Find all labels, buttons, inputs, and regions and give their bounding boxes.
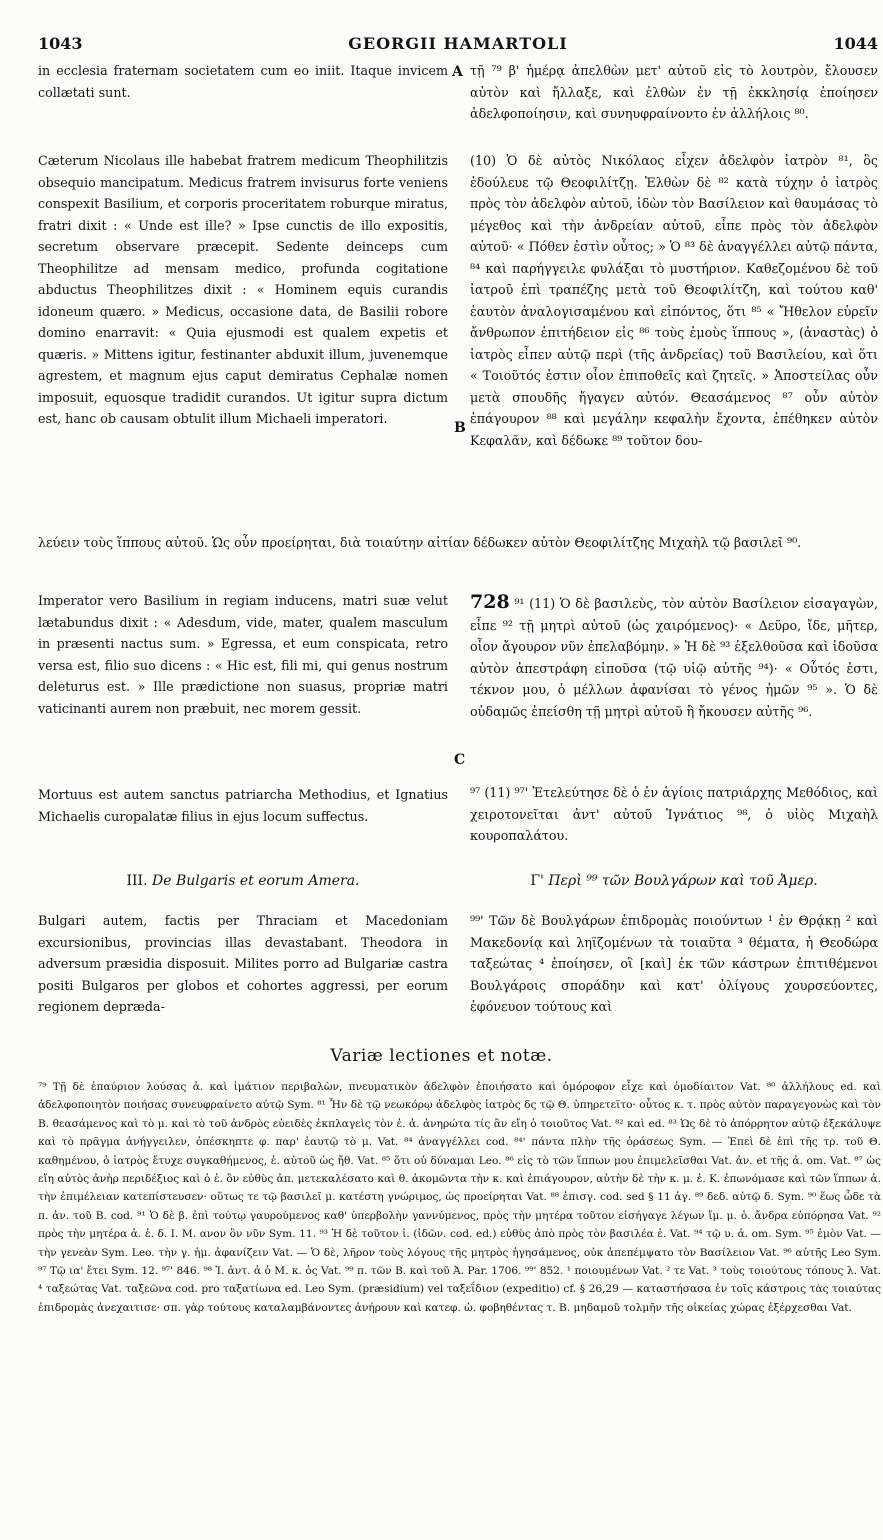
greek-paragraph-3-text: ⁹¹ (11) Ὁ δὲ βασιλεὺς, τὸν αὐτὸν Βασίλειον εἰσαγαγὼν, εἶπε ⁹² τῇ μητρὶ αὐτοῦ (ὡς χαιρόμενος)· « Δεῦρο, ἴδε, μῆτερ, οἷον ἄγουρον νῦν ἐπελαβόμην. » Ἡ δὲ ⁹³ ἐξελθοῦσα καὶ ἰδοῦσα αὐτὸν ἀπεστράφη εἰποῦσα (τῷ υἱῷ αὐτῆς ⁹⁴)· « Οὗτός ἐστι, τέκνον μου, ὁ μέλλων ἀφανίσαι τὸ γένος ἡμῶν ⁹⁵ ». Ὁ δὲ οὐδαμῶς ἐπείσθη τῇ μητρὶ αὐτοῦ ἢ ἤκουσεν αὐτῆς ⁹⁶. [470, 596, 878, 719]
greek-heading-number: Γ' [530, 873, 544, 889]
running-title: GEORGII HAMARTOLI [348, 34, 568, 53]
latin-section-heading [38, 871, 448, 893]
greek-continuation: λεύειν τοὺς ἵππους αὐτοῦ. Ὡς οὖν προείρηται, διὰ τοιαύτην αἰτίαν δέδωκεν αὐτὸν Θεοφιλίτζης Μιχαὴλ τῷ βασιλεῖ ⁹⁰. [38, 535, 802, 550]
page-number-right: 1044 [833, 34, 878, 53]
latin-paragraph-5: Bulgari autem, factis per Thraciam et Macedoniam excursionibus, provincias illas devastabant. Theodora in adversum præsidia disposuit. Milites porro ad Bulgariæ castra positi Bulgaros per globos et cohortes aggressi, per eorum regionem depræda- [38, 913, 448, 1014]
margin-letter-a: A [452, 64, 463, 80]
page-number-left: 1043 [38, 34, 83, 53]
latin-paragraph-4: Mortuus est autem sanctus patriarcha Methodius, et Ignatius Michaelis curopalatæ filius in ejus locum suffectus. [38, 787, 448, 824]
running-header [38, 34, 878, 56]
greek-paragraph-1: τῇ ⁷⁹ β' ἡμέρᾳ ἀπελθὼν μετ' αὐτοῦ εἰς τὸ λουτρὸν, ἔλουσεν αὐτὸν καὶ ἤλλαξε, καὶ ἐλθὼν ἐν τῇ ἐκκλησίᾳ ἐποίησεν ἀδελφοποίησιν, καὶ συνηυφραίνοντο ἐν ἀλλήλοις ⁸⁰. [470, 63, 878, 121]
critical-apparatus: ⁷⁹ Τῇ δὲ ἐπαύριον λούσας ἀ. καὶ ἱμάτιον περιβαλὼν, πνευματικὸν ἀδελφὸν ἐποιήσατο καὶ ὁμόροφον εἶχε καὶ ὁμοδίαιτον Vat. ⁸⁰ ἀλλήλους ed. καὶ ἀδελφοποιητὸν ποιήσας συνευφραίνετο αὐτῷ Sym. ⁸¹ Ἦν δὲ τῷ νεωκόρῳ ἀδελφὸς ἰατρὸς δς τῷ Θ. ὑπηρετεῖτο· οὗτος κ. τ. πρὸς αὐτὸν παραγεγονὼς καὶ τὸν Β. θεασάμενος καὶ τὸ μ. καὶ τὸ τοῦ ἀνδρὸς εὐειδὲς ἐκπλαγεὶς τὸν ἐ. ἀ. ἀνηρώτα τίς ἂν εἴη ὁ τοιοῦτος Vat. ⁸² καὶ ed. ⁸³ Ὡς δὲ τὸ ἀπόρρητον αὐτῷ ἐξεκάλυψε καὶ τὸ πρᾶγμα ἀνήγγειλεν, ὀπέσκηπτε φ. παρ' ἑαυτῷ τὸ μ. Vat. ⁸⁴ ἀναγγέλλει cod. ⁸⁴' πάντα πλὴν τῆς ὁράσεως Sym. — Ἐπεὶ δὲ ἐπὶ τῆς τρ. τοῦ Θ. καθημένου, ὁ ἰατρὸς ἔτυχε συγκαθήμενος, ἐ. αὐτοῦ ὡς ἤθ. Vat. ⁸⁵ ὅτι οὐ δύναμαι Leo. ⁸⁶ εἰς τὸ τῶν ἵππων μου ἐπιμελεῖσθαι Vat. ἀν. et τῆς ἀ. om. Vat. ⁸⁷ ὡς εἴη αὐτὸς ἀνὴρ περιδέξιος καὶ ὁ ἐ. ὃν εὐθὺς ἀπ. μετεκαλέσατο καὶ θ. ἀκομῶντα τὴν κ. καὶ ἐπιάγουρον, αὐτὴν δὲ τὴν κ. μ. ἐ. Κ. ἐπωνόμασε καὶ τῶν ἵππων ἀ. τὴν ἐπιμέλειαν κατεπίστευσεν· οὕτως τε τῷ βασιλεῖ μ. κατέστη γνώριμος, ὡς προείρηται Vat. ⁸⁸ ἐπισγ. cod. sed § 11 ἀγ. ⁸⁹ δεδ. αὐτῷ δ. Sym. ⁹⁰ ἕως ὧδε τὰ π. ἀν. τοῦ Β. cod. ⁹¹ Ὁ δὲ β. ἐπὶ τούτῳ γαυρούμενος καθ' ὑπερβολὴν γαννύμενος, πρὸς τὴν μητέρα τοῦτον εἰσήγαγε λέγων ἴμ. μ. ὁ. ἄνδρα εὐπόρησα Vat. ⁹² πρὸς τὴν μητέρα ἀ. ἐ. δ. Ι. Μ. ανον ὃν νῦν Sym. 11. ⁹³ Ἡ δὲ τοῦτον ἰ. (ἰδῶν. cod. ed.) εὐθὺς ἀπὸ πρὸς τὸν βασιλέα ἐ. Vat. ⁹⁴ τῷ υ. ἀ. om. Sym. ⁹⁵ ἐμὸν Vat. — τὴν γενεὰν Sym. Leo. τὴν γ. ἡμ. ἀφανίζειν Vat. — Ὁ δὲ, λῆρον τοὺς λόγους τῆς μητρὸς ἡγησάμενος, οὐκ ἀπεπέμψατο τὸν Βασίλειον Vat. ⁹⁶ αὐτῆς Leo Sym. ⁹⁷ Τῷ ια' ἔτει Sym. 12. ⁹⁷' 846. ⁹⁸ Ἰ. ἀντ. ἀ ὁ Μ. κ. ὁς Vat. ⁹⁹ π. τῶν Β. καὶ τοῦ Ἀ. Par. 1706. ⁹⁹' 852. ¹ ποιουμένων Vat. ² τε Vat. ³ τοὺς τοιούτους τόπους λ. Vat. ⁴ ταξεώτας Vat. ταξεῶνα cod. pro ταξατίωνα ed. Leo Sym. (præsidium) vel ταξεΐδιον (expeditio) cf. § 26,29 — καταστήσασα ἐν τοῖς κάστροις τὰς τοιαύτας ἐπιδρομὰς ἀνεχαιτισε· σπ. γὰρ τούτους καταλαμβάνοντες ἀνήρουν καὶ κατεφ. ὠ. φοβηθέντας τ. Β. μηδαμοῦ τολμῆν τῆς οἰκείας χώρας ἐξέρχεσθαι Vat. [38, 1081, 881, 1314]
latin-heading-number: III. [126, 873, 148, 889]
greek-paragraph-4: ⁹⁷ (11) ⁹⁷' Ἐτελεύτησε δὲ ὁ ἐν ἁγίοις πατριάρχης Μεθόδιος, καὶ χειροτονεῖται ἀντ' αὐτοῦ Ἰγνάτιος ⁹⁸, ὁ υἱὸς Μιχαὴλ κουροπαλάτου. [470, 785, 878, 843]
greek-section-heading [470, 871, 878, 893]
latin-paragraph-2: Cæterum Nicolaus ille habebat fratrem medicum Theophilitzis obsequio mancipatum. Medicus fratrem invisurus forte veniens conspexit Basilium, et corporis proceritatem roburque miratus, fratri dixit : « Unde est ille? » Ipse cunctis de illo expositis, secretum observare præcepit. Sedente deinceps cum Theophilitze ad mensam medico, profunda cogitatione abductus Theophilitzes dixit : « Hominem equis curandis idoneum quæro. » Medicus, occasione data, de Basilii robore domino enarravit: « Quia ejusmodi est qualem expetis et quæris. » Mittens igitur, festinanter abduxit illum, juvenemque agrestem, et magnum ejus caput demiratus Cephalæ nomen imposuit, equosque tradidit curandos. Ut igitur supra dictum est, hanc ob causam obtulit illum Michaeli imperatori. [38, 153, 448, 426]
greek-paragraph-5: ⁹⁹' Τῶν δὲ Βουλγάρων ἐπιδρομὰς ποιούντων ¹ ἐν Θρᾴκῃ ² καὶ Μακεδονίᾳ καὶ ληϊζομένων τὰ τοιαῦτα ³ θέματα, ἡ Θεοδώρα ταξεώτας ⁴ ἐποίησεν, οἳ [καὶ] ἐκ τῶν κάστρων ἐπιτιθέμενοι Βουλγάροις σποράδην καὶ κατ' ὀλίγους χουρσεύοντες, ἐφόνευον τούτους καὶ [470, 913, 878, 1014]
greek-heading-text: Περὶ ⁹⁹ τῶν Βουλγάρων καὶ τοῦ Ἀμερ. [548, 873, 818, 889]
latin-paragraph-1: in ecclesia fraternam societatem cum eo iniit. Itaque invicem collætati sunt. [38, 63, 448, 100]
margin-letter-c: C [454, 752, 466, 768]
margin-letter-b: B [454, 420, 466, 436]
latin-paragraph-3: Imperator vero Basilium in regiam inducens, matri suæ velut lætabundus dixit : « Adesdum, vide, mater, qualem masculum in præsenti nactus sum. » Egressa, et eum conspicata, retro versa est, filio suo dicens : « Hic est, fili mi, qui genus nostrum deleturus est. » Ille prædictione non suasus, propriæ matri vaticinanti aurem non præbuit, nec morem gessit. [38, 593, 448, 716]
greek-paragraph-3 [470, 592, 878, 722]
latin-heading-text: De Bulgaris et eorum Amera. [151, 873, 360, 889]
variae-lectiones-heading: Variæ lectiones et notæ. [330, 1046, 553, 1066]
greek-page-number: 728 [470, 591, 510, 613]
greek-paragraph-2: (10) Ὁ δὲ αὐτὸς Νικόλαος εἶχεν ἀδελφὸν ἰατρὸν ⁸¹, ὃς ἐδούλευε τῷ Θεοφιλίτζῃ. Ἐλθὼν δὲ ⁸² κατὰ τύχην ὁ ἰατρὸς πρὸς τὸν ἀδελφὸν αὐτοῦ, ἰδὼν τὸν Βασίλειον καὶ θαυμάσας τὸ μέγεθος καὶ τὴν ἀνδρείαν αὐτοῦ, εἶπε πρὸς τὸν ἀδελφὸν αὐτοῦ· « Πόθεν ἐστὶν οὗτος; » Ὁ ⁸³ δὲ ἀναγγέλλει αὐτῷ πάντα, ⁸⁴ καὶ παρήγγειλε φυλάξαι τὸ μυστήριον. Καθεζομένου δὲ τοῦ ἰατροῦ ἐπὶ τραπέζης μετὰ τοῦ Θεοφιλίτζη, καὶ τούτου καθ' ἑαυτὸν ἀναλογισαμένου καὶ εἰπόντος, ὅτι ⁸⁵ « Ἤθελον εὑρεῖν ἄνθρωπον ἐπιτήδειον εἰς ⁸⁶ τοὺς ἐμοὺς ἵππους », (ἀναστὰς) ὁ ἰατρὸς εἶπεν αὐτῷ περὶ (τῆς ἀνδρείας) τοῦ Βασιλείου, καὶ ὅτι « Τοιοῦτός ἐστιν οἷον ἐπιποθεῖς καὶ ζητεῖς. » Ἀποστείλας οὖν μετὰ σπουδῆς ἤγαγεν αὐτόν. Θεασάμενος ⁸⁷ οὖν αὐτὸν ἐπάγουρον ⁸⁸ καὶ μεγάλην κεφαλὴν ἔχοντα, ἐπέθηκεν αὐτὸν Κεφαλᾶν, καὶ δέδωκε ⁸⁹ τοῦτον δου- [470, 153, 878, 448]
